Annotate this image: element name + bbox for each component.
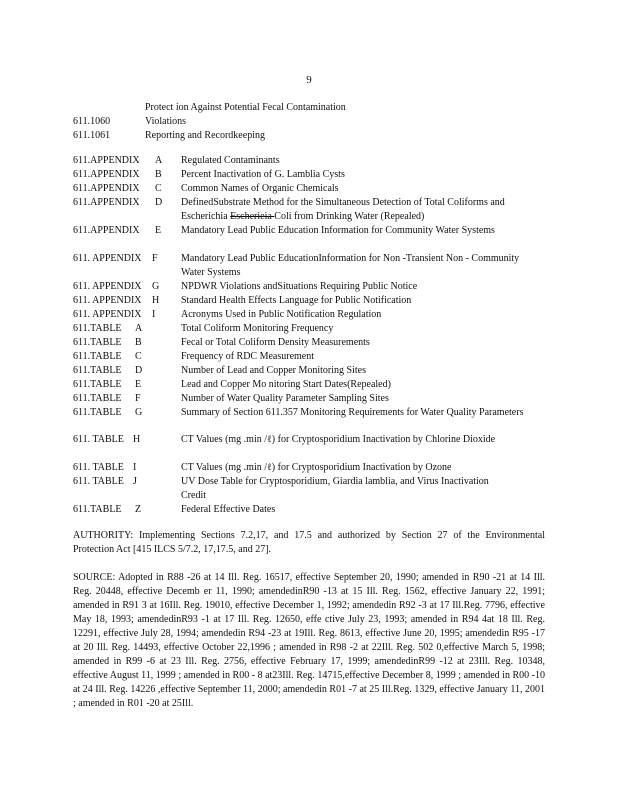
table-prefix: 611. TABLE (73, 462, 124, 473)
table-letter: Z (135, 504, 142, 515)
appendix-title (181, 196, 531, 224)
appendix-title-part: DefinedSubstrate Method for the Simultaneous Detection of Total Coliforms and Escherichia (181, 197, 505, 222)
appendix-title: Regulated Contaminants (181, 155, 280, 166)
page-number: 9 (306, 74, 312, 86)
table-title: Number of Water Quality Parameter Sampling Sites (181, 393, 389, 404)
toc-title: Reporting and Recordkeeping (145, 130, 265, 141)
table-letter: E (135, 379, 142, 390)
table-letter: D (135, 365, 143, 376)
appendix-prefix: 611. APPENDIX (73, 281, 142, 292)
table-title: Number of Lead and Copper Monitoring Sites (181, 365, 366, 376)
table-title: Federal Effective Dates (181, 504, 276, 515)
table-title: Frequency of RDC Measurement (181, 351, 315, 362)
appendix-title: Common Names of Organic Chemicals (181, 183, 339, 194)
toc-section: 611.1061 (73, 130, 111, 141)
toc-title: Protect ion Against Potential Fecal Contamination (145, 102, 346, 113)
table-title: Lead and Copper Mo nitoring Start Dates(Repealed) (181, 379, 391, 390)
source-note: SOURCE: Adopted in R88 -26 at 14 Ill. Reg. 16517, effective September 20, 1990; amended in R90 -21 at 14 Ill. Reg. 20448, effective Decemb er 11, 1990; amendedinR90 -13 at 15 Ill. Reg. 1562, effective January 22, 1991; amended in R91 3 at 16Ill. Reg. 19010, effective December 1, 1992; amendedin R92 -3 at 17 Ill.Reg. 7796, effective May 18, 1993; amendedinR93 -1 at 17 Ill. Reg. 12650, effe ctive July 23, 1993; amended in R94 4at 18 Ill. Reg. 12291, effective July 28, 1994; amendedin R94 -23 at 19Ill. Reg. 8613, effective June 20, 1995; amendedin R95 -17 at 20 Ill. Reg. 14493, effective October 22,1996 ; amended in R98 -2 at 22Ill. Reg. 502 0,effective March 5, 1998; amended in R99 -6 at 23 Ill. Reg. 2756, effective February 17, 1999; amendedinR99 -12 at 23Ill. Reg. 10348, effective August 11, 1999 ; amended in R00 - 8 at23Ill. Reg. 14715,effective December 8, 1999 ; amended in R00 -10 at 24 Ill. Reg. 14226 ,effective September 11, 2000; amendedin R01 -7 at 25 Ill.Reg. 1329, effective January 11, 2001 ; amended in R01 -20 at 25Ill. (73, 572, 545, 709)
appendix-letter: E (155, 225, 162, 236)
table-prefix: 611.TABLE (73, 337, 122, 348)
appendix-prefix: 611. APPENDIX (73, 295, 142, 306)
table-title: Total Coliform Monitoring Frequency (181, 323, 334, 334)
table-letter: J (133, 476, 137, 487)
table-prefix: 611.TABLE (73, 323, 122, 334)
table-prefix: 611.TABLE (73, 379, 122, 390)
appendix-title-part: Coli from Drinking Water (Repealed) (274, 211, 425, 222)
authority-note: AUTHORITY: Implementing Sections 7.2,17, and 17.5 and authorized by Section 27 of the Environmental Protection Act [415 ILCS 5/7.2, 17,17.5, and 27]. (73, 530, 545, 555)
table-prefix: 611.TABLE (73, 365, 122, 376)
table-title: Summary of Section 611.357 Monitoring Requirements for Water Quality Parameters (181, 407, 524, 418)
table-letter: F (135, 393, 141, 404)
table-title: CT Values (mg .min /ℓ) for Cryptosporidium Inactivation by Ozone (181, 462, 452, 473)
appendix-prefix: 611.APPENDIX (73, 169, 140, 180)
table-prefix: 611.TABLE (73, 393, 122, 404)
table-letter: H (133, 434, 141, 445)
table-prefix: 611.TABLE (73, 407, 122, 418)
appendix-prefix: 611.APPENDIX (73, 183, 140, 194)
table-letter: A (135, 323, 143, 334)
appendix-letter: C (155, 183, 162, 194)
appendix-title: NPDWR Violations andSituations Requiring Public Notice (181, 281, 418, 292)
appendix-title: Mandatory Lead Public EducationInformation for Non -Transient Non - Community Water Systems (181, 253, 520, 278)
table-title: UV Dose Table for Cryptosporidium, Giardia lamblia, and Virus Inactivation Credit (181, 476, 489, 501)
table-letter: G (135, 407, 143, 418)
appendix-prefix: 611.APPENDIX (73, 225, 140, 236)
appendix-title: Standard Health Effects Language for Public Notification (181, 295, 412, 306)
table-prefix: 611.TABLE (73, 351, 122, 362)
table-letter: I (133, 462, 137, 473)
appendix-letter: B (155, 169, 162, 180)
appendix-title: Percent Inactivation of G. Lamblia Cysts (181, 169, 345, 180)
appendix-prefix: 611. APPENDIX (73, 309, 142, 320)
appendix-letter: G (152, 281, 160, 292)
table-title: CT Values (mg .min /ℓ) for Cryptosporidium Inactivation by Chlorine Dioxide (181, 434, 496, 445)
appendix-title: Acronyms Used in Public Notification Regulation (181, 309, 382, 320)
appendix-title: Mandatory Lead Public Education Information for Community Water Systems (181, 225, 495, 236)
appendix-prefix: 611.APPENDIX (73, 155, 140, 166)
table-prefix: 611.TABLE (73, 504, 122, 515)
appendix-prefix: 611. APPENDIX (73, 253, 142, 264)
toc-title: Violations (145, 116, 187, 127)
table-prefix: 611. TABLE (73, 434, 124, 445)
appendix-letter: F (152, 253, 158, 264)
table-letter: B (135, 337, 142, 348)
table-title: Fecal or Total Coliform Density Measurements (181, 337, 370, 348)
appendix-letter: H (152, 295, 160, 306)
table-prefix: 611. TABLE (73, 476, 124, 487)
appendix-letter: I (152, 309, 156, 320)
table-letter: C (135, 351, 142, 362)
appendix-letter: D (155, 197, 163, 208)
appendix-letter: A (155, 155, 163, 166)
toc-section: 611.1060 (73, 116, 111, 127)
strikethrough-text: Escherieia (230, 211, 275, 222)
appendix-prefix: 611.APPENDIX (73, 197, 140, 208)
